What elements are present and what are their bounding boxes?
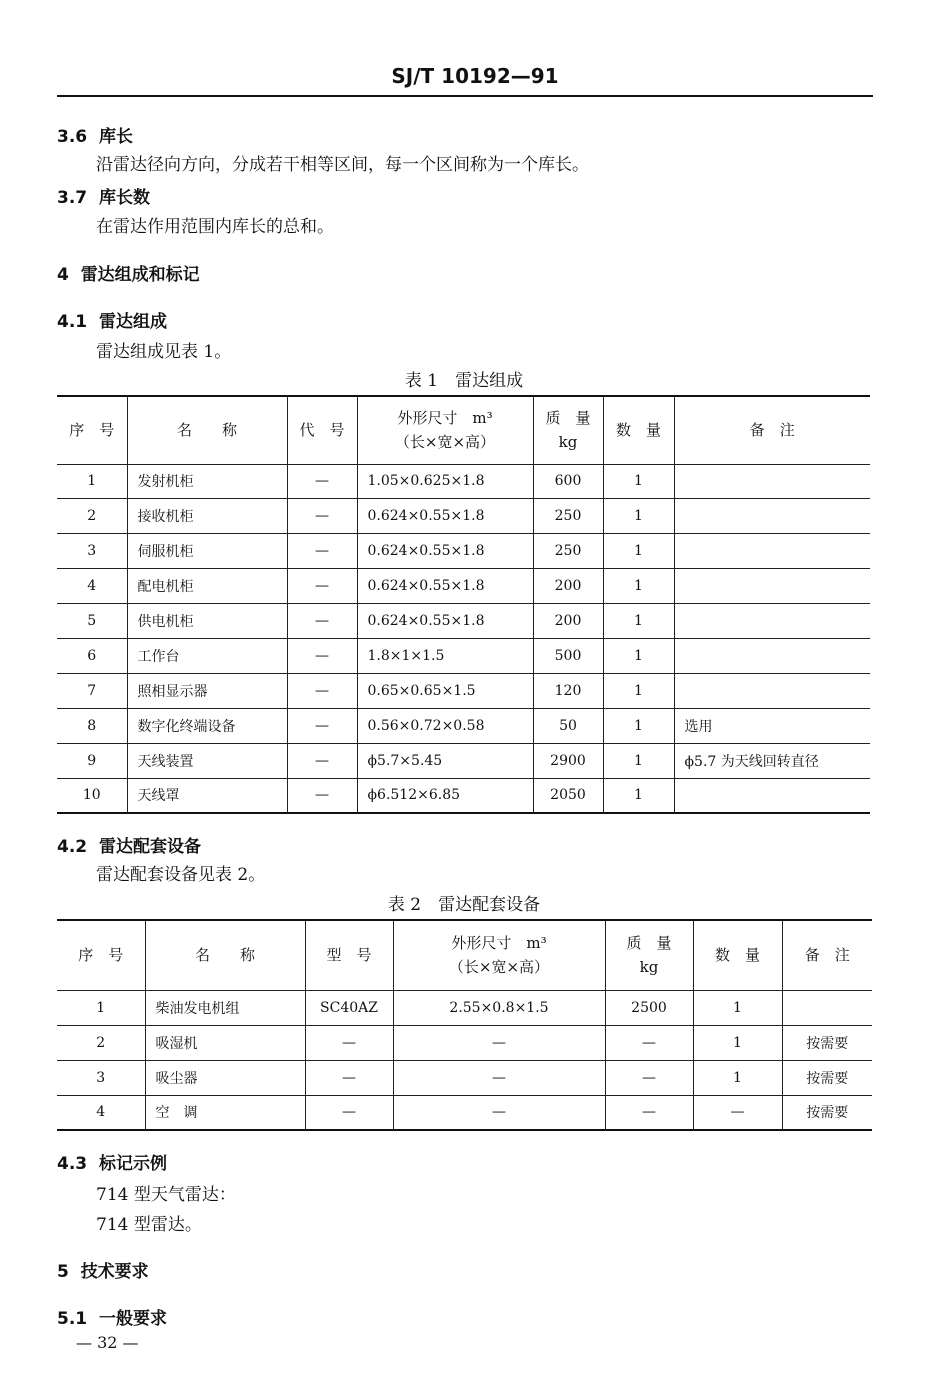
cell-dimensions: ϕ6.512×6.85	[357, 778, 533, 813]
header-name: 名 称	[145, 920, 305, 990]
cell-quantity: 1	[603, 464, 674, 498]
cell-code: —	[287, 603, 357, 638]
cell-name: 工作台	[127, 638, 287, 673]
cell-mass: 500	[533, 638, 603, 673]
cell-code: —	[287, 673, 357, 708]
cell-mass: 600	[533, 464, 603, 498]
header-name: 名 称	[127, 396, 287, 464]
cell-seq: 7	[57, 673, 127, 708]
header-dimensions-line2: （长×宽×高）	[448, 958, 550, 977]
cell-model: SC40AZ	[305, 990, 393, 1025]
cell-seq: 4	[57, 568, 127, 603]
cell-name: 吸尘器	[145, 1060, 305, 1095]
cell-dimensions: 0.56×0.72×0.58	[357, 708, 533, 743]
cell-note: ϕ5.7 为天线回转直径	[674, 743, 870, 778]
section-3-7-body: 在雷达作用范围内库长的总和。	[96, 217, 334, 237]
cell-quantity: 1	[603, 638, 674, 673]
table-row	[57, 708, 870, 743]
cell-mass: 50	[533, 708, 603, 743]
table-1-caption: 表 1 雷达组成	[404, 371, 524, 391]
cell-name: 供电机柜	[127, 603, 287, 638]
cell-model: —	[305, 1095, 393, 1130]
section-5-1-heading	[57, 1304, 167, 1329]
cell-name: 空 调	[145, 1095, 305, 1130]
cell-mass: 2900	[533, 743, 603, 778]
cell-name: 发射机柜	[127, 464, 287, 498]
cell-name: 天线装置	[127, 743, 287, 778]
table-1-radar-composition	[57, 395, 870, 814]
cell-mass: —	[605, 1025, 693, 1060]
cell-mass: 200	[533, 603, 603, 638]
table-1-header-row	[57, 396, 870, 464]
header-mass-line2: kg	[639, 958, 659, 977]
section-4-2-heading	[57, 832, 201, 857]
section-number: 4	[57, 265, 69, 285]
cell-seq: 8	[57, 708, 127, 743]
cell-quantity: 1	[603, 708, 674, 743]
table-row	[57, 498, 870, 533]
header-dimensions	[393, 920, 605, 990]
section-4-heading	[57, 260, 200, 285]
cell-note	[782, 990, 872, 1025]
cell-dimensions: 0.624×0.55×1.8	[357, 533, 533, 568]
cell-dimensions: 0.624×0.55×1.8	[357, 568, 533, 603]
section-3-7-heading	[57, 183, 150, 208]
section-title: 标记示例	[98, 1154, 167, 1174]
table-row	[57, 1095, 872, 1130]
header-mass-line2: kg	[558, 433, 578, 452]
cell-dimensions: 0.65×0.65×1.5	[357, 673, 533, 708]
cell-note: 按需要	[782, 1025, 872, 1060]
section-number: 3.6	[57, 127, 88, 147]
table-row	[57, 568, 870, 603]
table-row	[57, 1025, 872, 1060]
table-row	[57, 1060, 872, 1095]
table-row	[57, 603, 870, 638]
cell-note	[674, 673, 870, 708]
cell-mass: 200	[533, 568, 603, 603]
cell-quantity: 1	[693, 990, 782, 1025]
cell-quantity: 1	[603, 743, 674, 778]
cell-seq: 4	[57, 1095, 145, 1130]
section-title: 库长数	[98, 188, 150, 208]
cell-quantity: 1	[603, 498, 674, 533]
section-4-2-body: 雷达配套设备见表 2。	[96, 865, 266, 885]
section-4-1-body: 雷达组成见表 1。	[96, 342, 232, 362]
cell-seq: 6	[57, 638, 127, 673]
section-title: 技术要求	[80, 1262, 149, 1282]
cell-dimensions: —	[393, 1060, 605, 1095]
cell-dimensions: ϕ5.7×5.45	[357, 743, 533, 778]
cell-code: —	[287, 778, 357, 813]
marking-example-line-2: 714 型雷达。	[96, 1215, 202, 1235]
cell-mass: 2050	[533, 778, 603, 813]
page-number: — 32 —	[76, 1333, 139, 1352]
table-row	[57, 990, 872, 1025]
cell-dimensions: 0.624×0.55×1.8	[357, 498, 533, 533]
header-dimensions	[357, 396, 533, 464]
cell-dimensions: 0.624×0.55×1.8	[357, 603, 533, 638]
cell-note	[674, 778, 870, 813]
cell-note	[674, 533, 870, 568]
header-code: 代 号	[287, 396, 357, 464]
section-number: 4.2	[57, 837, 88, 857]
section-title: 一般要求	[98, 1309, 167, 1329]
header-mass	[533, 396, 603, 464]
table-2-header-row	[57, 920, 872, 990]
section-number: 4.1	[57, 312, 88, 332]
cell-note	[674, 638, 870, 673]
cell-name: 吸湿机	[145, 1025, 305, 1060]
cell-mass: 250	[533, 498, 603, 533]
cell-seq: 10	[57, 778, 127, 813]
section-3-6-heading	[57, 122, 133, 147]
cell-name: 配电机柜	[127, 568, 287, 603]
cell-model: —	[305, 1025, 393, 1060]
cell-note	[674, 498, 870, 533]
cell-quantity: 1	[693, 1025, 782, 1060]
header-quantity: 数 量	[603, 396, 674, 464]
marking-example-line-1: 714 型天气雷达：	[96, 1185, 236, 1205]
cell-name: 柴油发电机组	[145, 990, 305, 1025]
table-row	[57, 464, 870, 498]
section-4-3-heading	[57, 1149, 167, 1174]
header-mass	[605, 920, 693, 990]
header-quantity: 数 量	[693, 920, 782, 990]
header-model: 型 号	[305, 920, 393, 990]
cell-code: —	[287, 498, 357, 533]
section-title: 库长	[98, 127, 133, 147]
cell-code: —	[287, 464, 357, 498]
cell-name: 天线罩	[127, 778, 287, 813]
section-4-1-heading	[57, 307, 167, 332]
section-number: 4.3	[57, 1154, 88, 1174]
cell-note	[674, 568, 870, 603]
section-title: 雷达组成和标记	[80, 265, 200, 285]
header-dimensions-line1: 外形尺寸 m³	[397, 409, 493, 428]
cell-code: —	[287, 638, 357, 673]
cell-mass: 120	[533, 673, 603, 708]
header-seq: 序 号	[57, 920, 145, 990]
cell-dimensions: 1.05×0.625×1.8	[357, 464, 533, 498]
cell-quantity: 1	[603, 568, 674, 603]
cell-quantity: —	[693, 1095, 782, 1130]
cell-quantity: 1	[603, 603, 674, 638]
header-note: 备 注	[782, 920, 872, 990]
cell-note	[674, 603, 870, 638]
cell-note: 选用	[674, 708, 870, 743]
cell-seq: 1	[57, 990, 145, 1025]
cell-seq: 3	[57, 1060, 145, 1095]
cell-quantity: 1	[603, 673, 674, 708]
table-row	[57, 533, 870, 568]
cell-code: —	[287, 568, 357, 603]
cell-model: —	[305, 1060, 393, 1095]
section-number: 3.7	[57, 188, 88, 208]
cell-mass: —	[605, 1060, 693, 1095]
section-number: 5	[57, 1262, 69, 1282]
cell-quantity: 1	[603, 778, 674, 813]
cell-dimensions: 1.8×1×1.5	[357, 638, 533, 673]
cell-dimensions: —	[393, 1095, 605, 1130]
section-3-6-body: 沿雷达径向方向，分成若干相等区间，每一个区间称为一个库长。	[96, 155, 589, 175]
table-row	[57, 673, 870, 708]
header-mass-line1: 质 量	[626, 934, 672, 953]
cell-dimensions: 2.55×0.8×1.5	[393, 990, 605, 1025]
header-note: 备 注	[674, 396, 870, 464]
cell-name: 数字化终端设备	[127, 708, 287, 743]
header-mass-line1: 质 量	[545, 409, 591, 428]
table-row	[57, 778, 870, 813]
header-dimensions-line2: （长×宽×高）	[394, 433, 496, 452]
cell-mass: —	[605, 1095, 693, 1130]
cell-quantity: 1	[603, 533, 674, 568]
cell-seq: 2	[57, 498, 127, 533]
cell-code: —	[287, 533, 357, 568]
section-number: 5.1	[57, 1309, 88, 1329]
header-rule	[57, 95, 873, 97]
header-dimensions-line1: 外形尺寸 m³	[451, 934, 547, 953]
cell-dimensions: —	[393, 1025, 605, 1060]
cell-seq: 1	[57, 464, 127, 498]
cell-name: 照相显示器	[127, 673, 287, 708]
cell-code: —	[287, 708, 357, 743]
cell-seq: 5	[57, 603, 127, 638]
table-row	[57, 743, 870, 778]
cell-note: 按需要	[782, 1095, 872, 1130]
document-code-header: SJ/T 10192—91	[391, 64, 559, 88]
cell-quantity: 1	[693, 1060, 782, 1095]
cell-mass: 250	[533, 533, 603, 568]
table-row	[57, 638, 870, 673]
header-seq: 序 号	[57, 396, 127, 464]
section-5-heading	[57, 1257, 149, 1282]
cell-seq: 3	[57, 533, 127, 568]
table-2-supporting-equipment	[57, 919, 872, 1131]
table-2-caption: 表 2 雷达配套设备	[387, 895, 541, 915]
cell-code: —	[287, 743, 357, 778]
section-title: 雷达组成	[98, 312, 167, 332]
cell-name: 接收机柜	[127, 498, 287, 533]
cell-note	[674, 464, 870, 498]
cell-mass: 2500	[605, 990, 693, 1025]
cell-name: 伺服机柜	[127, 533, 287, 568]
section-title: 雷达配套设备	[98, 837, 201, 857]
cell-seq: 2	[57, 1025, 145, 1060]
cell-seq: 9	[57, 743, 127, 778]
cell-note: 按需要	[782, 1060, 872, 1095]
